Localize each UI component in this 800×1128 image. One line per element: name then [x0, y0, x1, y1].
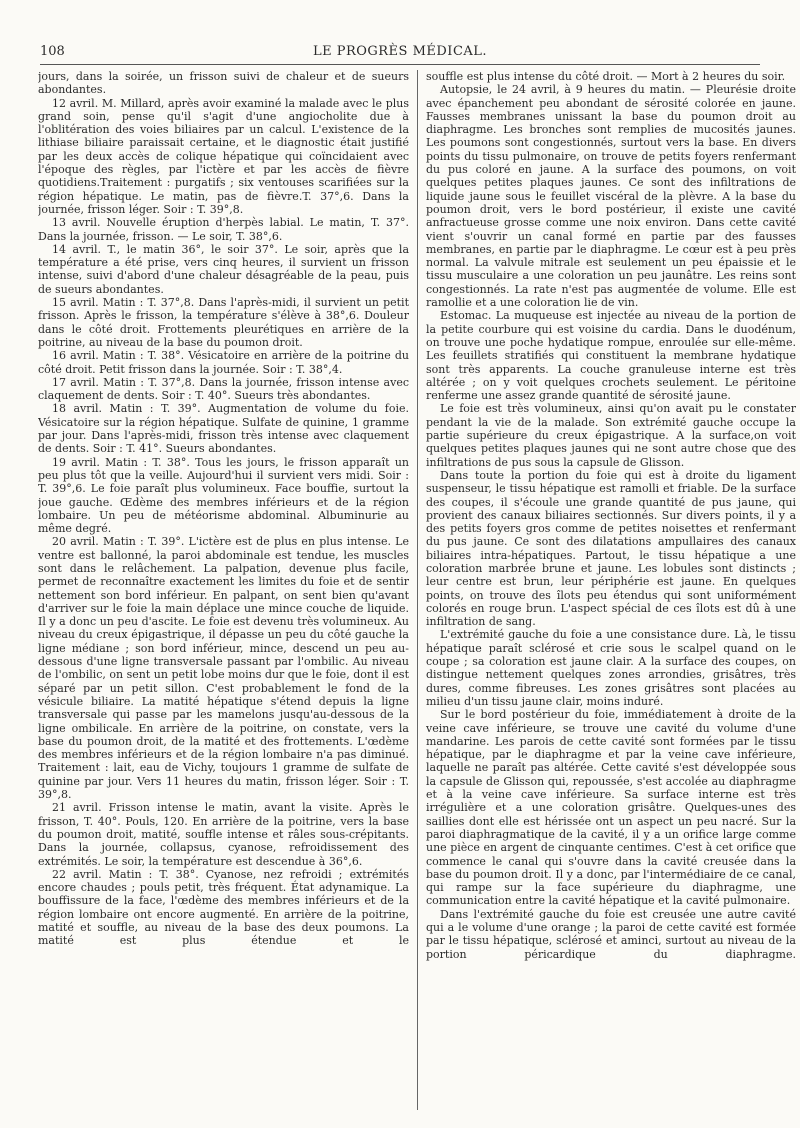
page-number: 108 — [40, 44, 65, 59]
paragraph: souffle est plus intense du côté droit. — Mort à 2 heures du soir. — [426, 70, 786, 83]
page-header — [40, 44, 760, 65]
paragraph: 21 avril. Frisson intense le matin, avant la visite. Après le frisson, T. 40°. Pouls, 120. En arrière de la poitrine, vers la base du poumon droit, matité, souffle intense et râles sous-crépitants. Dans la journée, collapsus, cyanose, refroidissement des extrémités. Le soir, la température est descendue à 36°,6. — [38, 801, 409, 868]
paragraph: 15 avril. Matin : T. 37°,8. Dans l'après-midi, il survient un petit frisson. Après le frisson, la température s'élève à 38°,6. Douleur dans le côté droit. Frottements pleurétiques en arrière de la poitrine, au niveau de la base du poumon droit. — [38, 296, 409, 349]
paragraph: Estomac. La muqueuse est injectée au niveau de la portion de la petite courbure qui est voisine du cardia. Dans le duodénum, on trouve une poche hydatique rompue, enroulée sur elle-même. Les feuillets stratifiés qui constituent la membrane hydatique sont très apparents. La couche granuleuse interne est très altérée ; on y voit quelques crochets seulement. Le péritoine renferme une assez grande quantité de sérosité jaune. — [426, 309, 796, 403]
paragraph: L'extrémité gauche du foie a une consistance dure. Là, le tissu hépatique paraît sclérosé et crie sous le scalpel quand on le coupe ; sa coloration est jaune clair. A la surface des coupes, on distingue nettement quelques zones arrondies, grisâtres, très dures, comme fibreuses. Les zones grisâtres sont placées au milieu d'un tissu jaune clair, moins induré. — [426, 628, 796, 708]
paragraph: 18 avril. Matin : T. 39°. Augmentation de volume du foie. Vésicatoire sur la région hépatique. Sulfate de quinine, 1 gramme par jour. Dans l'après-midi, frisson très intense avec claquement de dents. Soir : T. 41°. Sueurs abondantes. — [38, 402, 409, 456]
paragraph: 12 avril. M. Millard, après avoir examiné la malade avec le plus grand soin, pense qu'il s'agit d'une angiocholite due à l'oblitération des voies biliaires par un calcul. L'existence de la lithiase biliaire paraissait certaine, et le diagnostic était justifié par les deux accès de colique hépatique qui coïncidaient avec l'époque des règles, par l'ictère et par les accès de fièvre quotidiens.Traitement : purgatifs ; six ventouses scarifiées sur la région hépatique. Le matin, pas de fièvre.T. 37°,6. Dans la journée, frisson léger. Soir : T. 39°,8. — [38, 96, 409, 216]
paragraph: Le foie est très volumineux, ainsi qu'on avait pu le constater pendant la vie de la malade. Son extrémité gauche occupe la partie supérieure du creux épigastrique. A la surface,on voit quelques petites plaques jaunes qui ne sont autre chose que des infiltrations de pus sous la capsule de Glisson. — [426, 402, 796, 469]
paragraph: 22 avril. Matin : T. 38°. Cyanose, nez refroidi ; extrémités encore chaudes ; pouls petit, très fréquent. État adynamique. La bouffissure de la face, l'œdème des membres inférieurs et de la région lombaire ont encore augmenté. En arrière de la poitrine, matité et souffle, au niveau de la base des deux poumons. La matité est plus étendue et le — [38, 867, 409, 948]
paragraph: Dans l'extrémité gauche du foie est creusée une autre cavité qui a le volume d'une orange ; la paroi de cette cavité est formée par le tissu hépatique, sclérosé et aminci, surtout au niveau de la portion péricardique du diaphragme. — [426, 907, 796, 961]
paragraph: 16 avril. Matin : T. 38°. Vésicatoire en arrière de la poitrine du côté droit. Petit frisson dans la journée. Soir : T. 38°,4. — [38, 349, 409, 376]
paragraph: 17 avril. Matin : T. 37°,8. Dans la journée, frisson intense avec claquement de dents. Soir : T. 40°. Sueurs très abondantes. — [38, 375, 409, 403]
paragraph: jours, dans la soirée, un frisson suivi de chaleur et de sueurs abondantes. — [38, 70, 409, 97]
paragraph: Dans toute la portion du foie qui est à droite du ligament suspenseur, le tissu hépatique est ramolli et friable. De la surface des coupes, il s'écoule une grande quantité de pus jaune, qui provient des canaux biliaires sectionnés. Sur divers points, il y a des petits foyers gros comme de petites noisettes et renfermant du pus jaune. Ce sont des dilatations ampullaires des canaux biliaires intra-hépatiques. Partout, le tissu hépatique a une coloration marbrée brune et jaune. Les lobules sont distincts ; leur centre est brun, leur périphérie est jaune. En quelques points, on trouve des îlots peu étendus qui sont uniformément colorés en rouge brun. L'aspect spécial de ces îlots est dû à une infiltration de sang. — [426, 468, 796, 629]
paragraph: 20 avril. Matin : T. 39°. L'ictère est de plus en plus intense. Le ventre est ballonné, la paroi abdominale est tendue, les muscles sont dans le relâchement. La palpation, devenue plus facile, permet de reconnaître exactement les limites du foie et de sentir nettement son bord inférieur. En palpant, on sent bien qu'avant d'arriver sur le foie la main déplace une mince couche de liquide. Il y a donc un peu d'ascite. Le foie est devenu très volumineux. Au niveau du creux épigastrique, il dépasse un peu du côté gauche la ligne médiane ; son bord inférieur, mince, descend un peu au-dessous d'une ligne transversale passant par l'ombilic. Au niveau de l'ombilic, on sent un petit lobe moins dur que le foie, dont il est séparé par un petit sillon. C'est probablement le fond de la vésicule biliaire. La matité hépatique s'étend depuis la ligne transversale qui passe par les mamelons jusqu'au-dessous de la ligne ombilicale. En arrière de la poitrine, on constate, vers la base du poumon droit, de la matité et des frottements. L'œdème des membres inférieurs et de la région lombaire n'a pas diminué. Traitement : lait, eau de Vichy, toujours 1 gramme de sulfate de quinine par jour. Vers 11 heures du matin, frisson léger. Soir : T. 39°,8. — [38, 535, 409, 802]
column-divider — [417, 70, 418, 1110]
paragraph: 13 avril. Nouvelle éruption d'herpès labial. Le matin, T. 37°. Dans la journée, frisson. — Le soir, T. 38°,6. — [38, 216, 409, 243]
paragraph: 14 avril. T., le matin 36°, le soir 37°. Le soir, après que la température a été prise, vers cinq heures, il survient un frisson intense, suivi d'abord d'une chaleur désagréable de la peau, puis de sueurs abondantes. — [38, 242, 409, 296]
paragraph: Autopsie, le 24 avril, à 9 heures du matin. — Pleurésie droite avec épanchement peu abondant de sérosité colorée en jaune. Fausses membranes unissant la base du poumon droit au diaphragme. Les bronches sont remplies de mucosités jaunes. Les poumons sont congestionnés, surtout vers la base. En divers points du tissu pulmonaire, on trouve de petits foyers renfermant du pus coloré en jaune. A la surface des poumons, on voit quelques petites plaques jaunes. Ce sont des infiltrations de liquide jaune sous le feuillet viscéral de la plèvre. A la base du poumon droit, vers le bord postérieur, il existe une cavité anfractueuse grosse comme une noix environ. Dans cette cavité vient s'ouvrir un canal formé en partie par des fausses membranes, en partie par le diaphragme. Le cœur est à peu près normal. La valvule mitrale est seulement un peu épaissie et le tissu musculaire a une coloration un peu jaunâtre. Les reins sont congestionnés. La rate n'est pas augmentée de volume. Elle est ramollie et a une coloration lie de vin. — [426, 83, 796, 310]
paragraph: 19 avril. Matin : T. 38°. Tous les jours, le frisson apparaît un peu plus tôt que la veille. Aujourd'hui il survient vers midi. Soir : T. 39°,6. Le foie paraît plus volumineux. Face bouffie, surtout la joue gauche. Œdème des membres inférieurs et de la région lombaire. Un peu de météorisme abdominal. Albuminurie au même degré. — [38, 455, 409, 536]
journal-title: LE PROGRÈS MÉDICAL. — [312, 44, 488, 59]
left-column — [38, 70, 409, 1110]
paragraph: Sur le bord postérieur du foie, immédiatement à droite de la veine cave inférieure, se trouve une cavité du volume d'une mandarine. Les parois de cette cavité sont formées par le tissu hépatique, par le diaphragme et par la veine cave inférieure, laquelle ne paraît pas altérée. Cette cavité s'est développée sous la capsule de Glisson qui, repoussée, s'est accolée au diaphragme et à la veine cave inférieure. Sa surface interne est très irrégulière et a une coloration grisâtre. Quelques-unes des saillies dont elle est hérissée ont un aspect un peu nacré. Sur la paroi diaphragmatique de la cavité, il y a un orifice large comme une pièce en argent de cinquante centimes. C'est à cet orifice que commence le canal qui s'ouvre dans la cavité creusée dans la base du poumon droit. Il y a donc, par l'intermédiaire de ce canal, qui rampe sur la face supérieure du diaphragme, une communication entre la cavité hépatique et la cavité pulmonaire. — [426, 708, 796, 908]
right-column — [426, 70, 796, 1110]
